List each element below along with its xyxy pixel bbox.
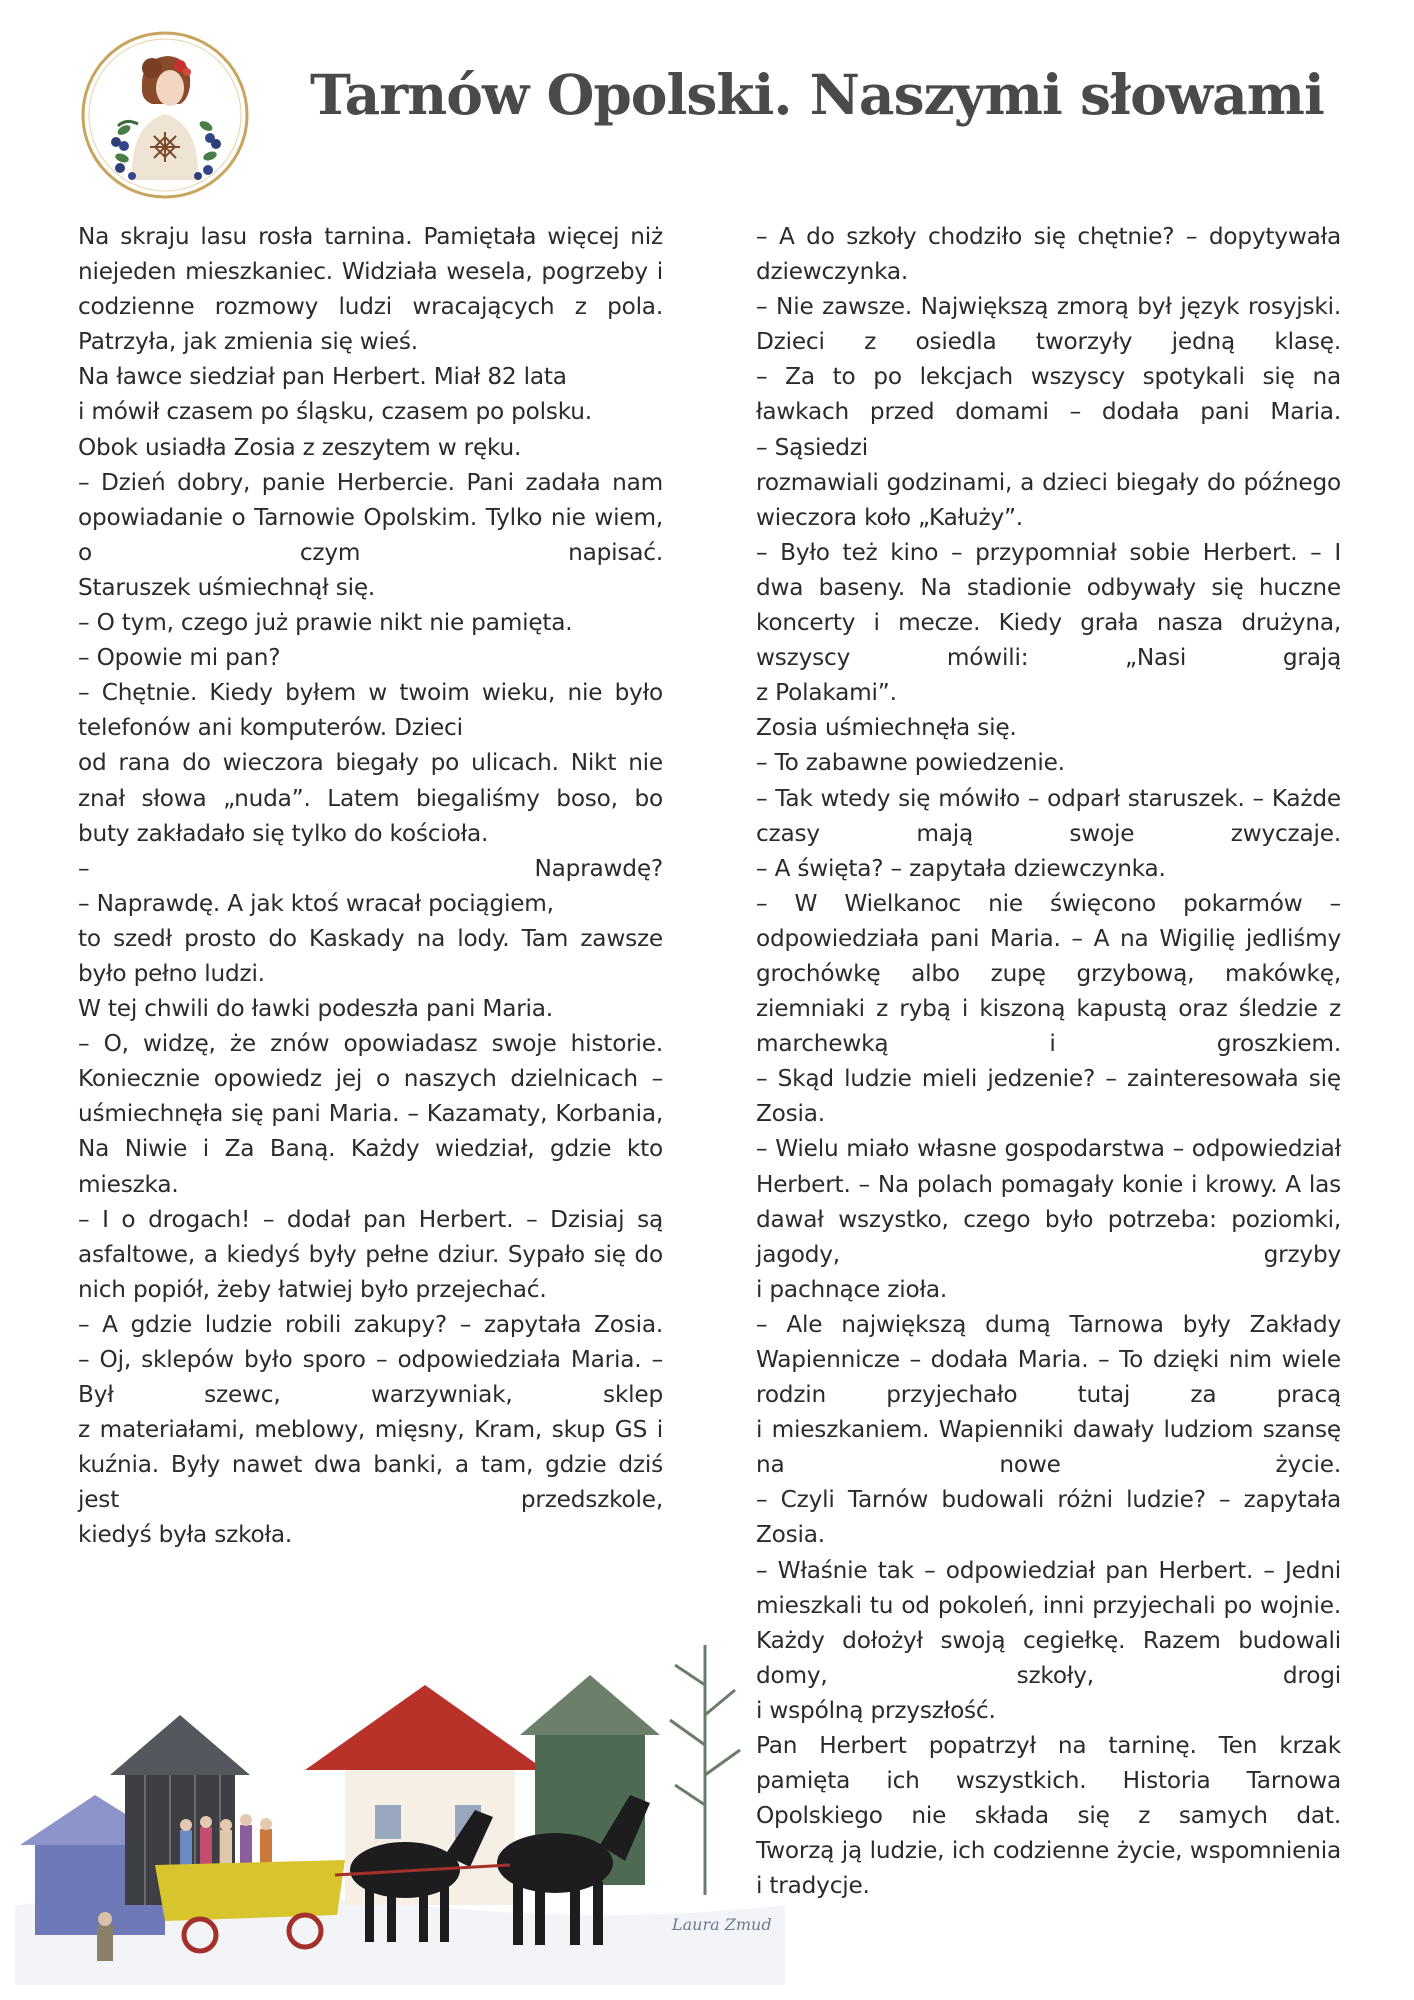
story-column-right [756,219,1341,1904]
story-paragraph: i wspólną przyszłość. [756,1696,996,1724]
story-paragraph: – Sąsiedzi [756,433,869,461]
story-paragraph: Zosia uśmiechnęła się. [756,714,1017,742]
story-paragraph: – Wielu miało własne gospodarstwa – odpowiedział Herbert. – Na polach pomagały konie i krowy. A las dawał wszystko, czego było potrzeba: poziomki, jagody, grzyby [756,1135,1341,1268]
story-column-left [78,219,663,1553]
story-paragraph: Na skraju lasu rosła tarnina. Pamiętała więcej niż niejeden mieszkaniec. Widziała wesela, pogrzeby i codzienne rozmowy ludzi wracających z pola. Patrzyła, jak zmienia się wieś. [78,223,663,356]
story-paragraph: – Chętnie. Kiedy byłem w twoim wieku, nie było telefonów ani komputerów. Dzieci [78,679,663,742]
story-paragraph: – A gdzie ludzie robili zakupy? – zapytała Zosia. [78,1310,663,1338]
story-paragraph: Staruszek uśmiechnął się. [78,573,376,601]
story-paragraph: Na ławce siedział pan Herbert. Miał 82 lata [78,363,567,391]
story-paragraph: – Oj, sklepów było sporo – odpowiedziała Maria. – Był szewc, warzywniak, sklep [78,1346,663,1409]
story-paragraph: rozmawiali godzinami, a dzieci biegały do późnego wieczora koło „Kałuży”. [756,468,1341,531]
village-horse-sleigh-drawing [15,1605,785,1985]
story-paragraph: z Polakami”. [756,679,897,707]
woman-portrait-logo-icon [80,30,250,200]
story-paragraph: – A do szkoły chodziło się chętnie? – dopytywała dziewczynka. [756,223,1341,286]
story-paragraph: – O, widzę, że znów opowiadasz swoje historie. Koniecznie opowiedz jej o naszych dzielnicach – uśmiechnęła się pani Maria. – Kazamaty, Korbania, Na Niwie i Za Baną. Każdy wiedział, gdzie kto mieszka. [78,1030,663,1198]
story-paragraph: – Nie zawsze. Największą zmorą był język rosyjski. Dzieci z osiedla tworzyły jedną klasę. [756,293,1341,356]
story-paragraph: i mówił czasem po śląsku, czasem po polsku. [78,398,592,426]
story-paragraph: Tworzą ją ludzie, ich codzienne życie, wspomnienia i tradycje. [756,1837,1341,1900]
story-paragraph: i mieszkaniem. Wapienniki dawały ludziom szansę na nowe życie. [756,1416,1341,1479]
story-paragraph: – O tym, czego już prawie nikt nie pamięta. [78,609,573,637]
story-paragraph: – Ale największą dumą Tarnowa były Zakłady Wapiennicze – dodała Maria. – To dzięki nim wiele rodzin przyjechało tutaj za pracą [756,1310,1341,1409]
story-paragraph: – Czyli Tarnów budowali różni ludzie? – zapytała Zosia. [756,1486,1341,1549]
illustration-signature: Laura Zmud [672,1915,772,1934]
story-paragraph: – Właśnie tak – odpowiedział pan Herbert. – Jedni mieszkali tu od pokoleń, inni przyjechali po wojnie. Każdy dołożył swoją cegiełkę. Razem budowali domy, szkoły, drogi [756,1556,1341,1689]
story-paragraph: Pan Herbert popatrzył na tarninę. Ten krzak pamięta ich wszystkich. Historia Tarnowa Opolskiego nie składa się z samych dat. [756,1732,1341,1830]
story-paragraph: – Naprawdę. A jak ktoś wracał pociągiem, [78,889,554,917]
story-paragraph: – Było też kino – przypomniał sobie Herbert. – I dwa baseny. Na stadionie odbywały się huczne koncerty i mecze. Kiedy grała nasza drużyna, wszyscy mówili: „Nasi grają [756,538,1341,672]
story-paragraph: – A święta? – zapytała dziewczynka. [756,854,1166,882]
story-paragraph: z materiałami, meblowy, mięsny, Kram, skup GS i kuźnia. Były nawet dwa banki, a tam, gdzie dziś jest przedszkole, [78,1416,663,1514]
story-paragraph: – Dzień dobry, panie Herbercie. Pani zadała nam opowiadanie o Tarnowie Opolskim. Tylko nie wiem, o czym napisać. [78,468,663,566]
story-paragraph: – I o drogach! – dodał pan Herbert. – Dzisiaj są asfaltowe, a kiedyś były pełne dziur. Sypało się do nich popiół, żeby łatwiej było przejechać. [78,1205,663,1303]
story-paragraph: od rana do wieczora biegały po ulicach. Nikt nie znał słowa „nuda”. Latem biegaliśmy boso, bo buty zakładało się tylko do kościoła. [78,749,663,847]
story-paragraph: Obok usiadła Zosia z zeszytem w ręku. [78,433,522,461]
story-paragraph: – To zabawne powiedzenie. [756,749,1065,777]
page-title: Tarnów Opolski. Naszymi słowami [310,62,1324,127]
story-paragraph: – Skąd ludzie mieli jedzenie? – zainteresowała się Zosia. [756,1065,1341,1128]
story-paragraph: – Za to po lekcjach wszyscy spotykali się na ławkach przed domami – dodała pani Maria. [756,363,1341,426]
story-paragraph: to szedł prosto do Kaskady na lody. Tam zawsze było pełno ludzi. [78,924,663,987]
story-paragraph: – Opowie mi pan? [78,644,281,672]
story-paragraph: i pachnące zioła. [756,1275,948,1303]
story-paragraph: kiedyś była szkoła. [78,1521,293,1549]
story-paragraph: – W Wielkanoc nie święcono pokarmów – odpowiedziała pani Maria. – A na Wigilię jedliśmy grochówkę albo zupę grzybową, makówkę, ziemniaki z rybą i kiszoną kapustą oraz śledzie z marchewką i groszkiem. [756,889,1341,1058]
story-paragraph: – Tak wtedy się mówiło – odparł staruszek. – Każde czasy mają swoje zwyczaje. [756,784,1341,847]
story-paragraph: – Naprawdę? [78,854,663,882]
story-paragraph: W tej chwili do ławki podeszła pani Maria. [78,995,553,1023]
